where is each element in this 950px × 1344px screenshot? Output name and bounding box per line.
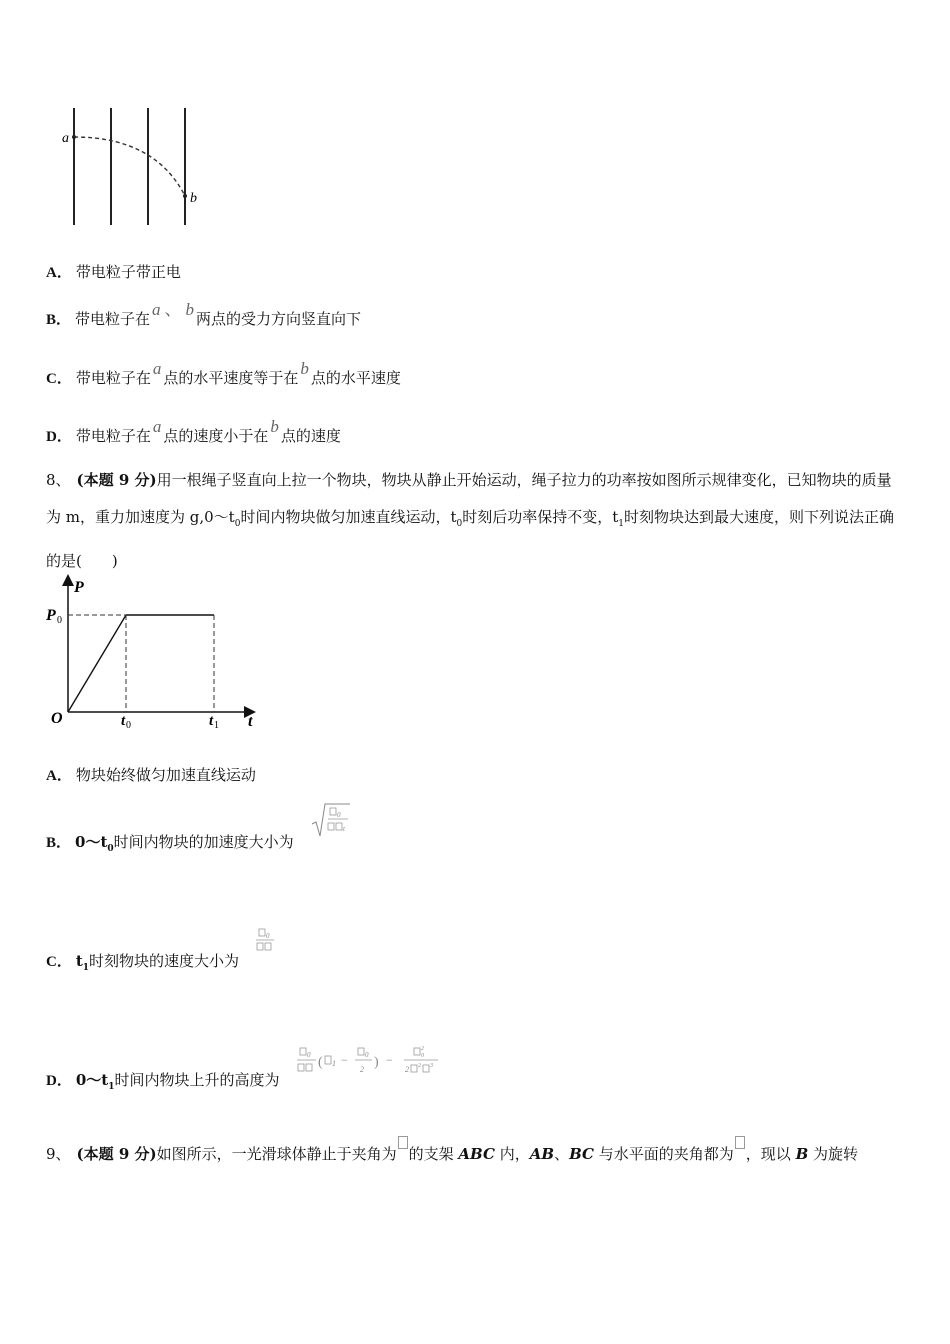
q9-stem: 9、 (本题 9 分)如图所示，一光滑球体静止于夹角为 的支架 ABC 内，AB、BC 与水平面的夹角都为 ，现以 B 为旋转 [46, 1136, 906, 1173]
option-b-formula [310, 800, 352, 840]
point-b [183, 194, 187, 198]
svg-text:0: 0 [266, 932, 270, 940]
q7-option-a[interactable]: A． 带电粒子带正电 [46, 263, 181, 281]
option-c-formula [253, 926, 279, 954]
q8-option-b[interactable]: B． $0\sim t_0$时间内物块的加速度大小为 [46, 833, 294, 854]
svg-text:1: 1 [332, 1059, 336, 1068]
origin-label: O [51, 710, 63, 727]
t0-label: t [121, 713, 126, 729]
angle-placeholder [735, 1136, 745, 1149]
svg-text:2: 2 [360, 1065, 364, 1074]
svg-text:): ) [374, 1055, 379, 1070]
svg-text:2: 2 [405, 1065, 409, 1074]
label-b: b [190, 191, 197, 206]
q8-option-a[interactable]: A． 物块始终做匀加速直线运动 [46, 766, 256, 784]
q7-option-d[interactable]: D． 带电粒子在 a 点的速度小于在 b 点的速度 [46, 417, 341, 445]
svg-text:−: − [386, 1053, 393, 1067]
label-a: a [62, 131, 69, 146]
svg-text:2: 2 [421, 1046, 424, 1052]
trajectory-path [74, 137, 185, 196]
y-label: P [74, 579, 84, 596]
svg-text:2: 2 [418, 1063, 421, 1069]
ramp-line [68, 615, 126, 712]
svg-text:0: 0 [365, 1051, 369, 1059]
p0-label: P [46, 607, 56, 624]
svg-text:0: 0 [421, 1053, 424, 1059]
q8-stem: 8、 (本题 9 分)用一根绳子竖直向上拉一个物块，物块从静止开始运动，绳子拉力的功率按如图所示规律变化，已知物块的质量为 m，重力加速度为 $g,0\sim t_0$时间内物块做匀加速直线运动，$t_0$时刻后功率保持不变，$t_1$时刻物块达到最大速度，则下列说法正确的是( ) [46, 471, 894, 570]
p0-sub: 0 [57, 615, 62, 626]
svg-text:0: 0 [337, 811, 341, 819]
t0-sub: 0 [126, 720, 131, 731]
t1-label: t [209, 713, 214, 729]
t1-sub: 1 [214, 720, 219, 731]
svg-text:−: − [341, 1053, 348, 1067]
q7-option-b[interactable]: B． 带电粒子在 a 、 b 两点的受力方向竖直向下 [46, 300, 362, 328]
svg-text:0: 0 [307, 1051, 311, 1059]
x-label: t [248, 713, 253, 730]
q8-option-d[interactable]: D． $0\sim t_1$时间内物块上升的高度为 [46, 1071, 280, 1092]
q8-option-c[interactable]: C． $t_1$时刻物块的速度大小为 [46, 952, 240, 973]
point-a [72, 135, 76, 139]
svg-text:(: ( [318, 1055, 323, 1070]
power-time-graph [42, 572, 272, 737]
svg-text:t: t [343, 825, 345, 833]
field-lines-figure [55, 100, 215, 230]
angle-placeholder [398, 1136, 408, 1149]
svg-text:3: 3 [430, 1063, 433, 1069]
q7-option-c[interactable]: C． 带电粒子在 a 点的水平速度等于在 b 点的水平速度 [46, 359, 401, 387]
option-d-formula [296, 1042, 446, 1080]
